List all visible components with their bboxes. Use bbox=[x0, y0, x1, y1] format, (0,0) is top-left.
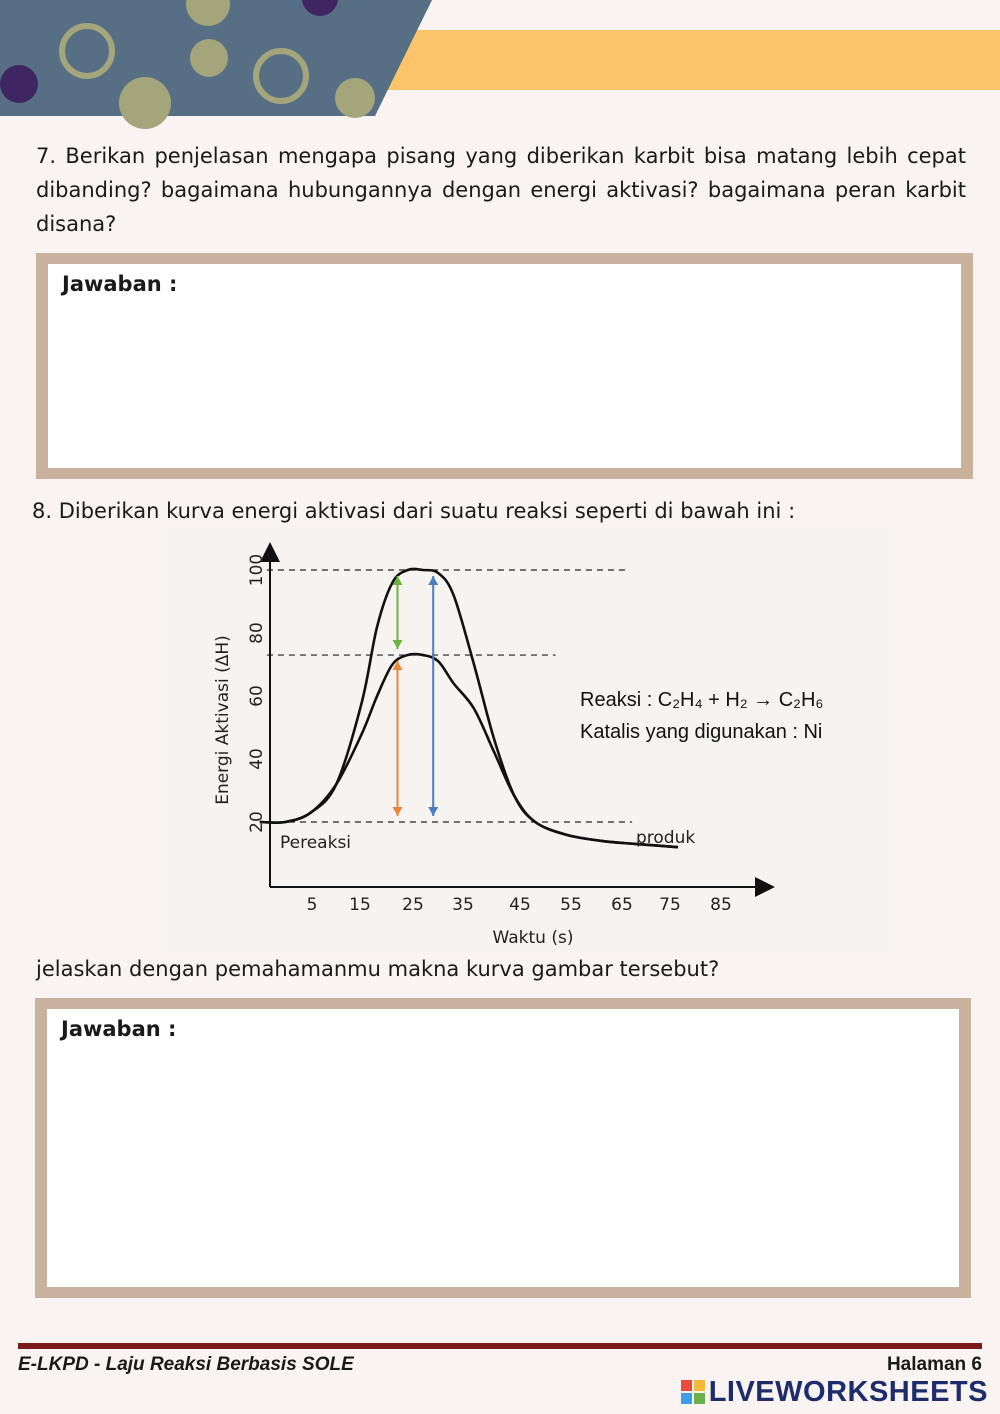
answer-field-8[interactable] bbox=[47, 1009, 959, 1287]
arrow-head-blue bbox=[428, 576, 438, 585]
x-tick-label: 45 bbox=[509, 895, 531, 915]
answer-field-7[interactable] bbox=[48, 264, 961, 468]
y-tick-label: 40 bbox=[247, 748, 267, 770]
page-number: Halaman 6 bbox=[886, 1354, 982, 1375]
liveworksheets-logo[interactable] bbox=[681, 1375, 988, 1409]
x-tick-label: 35 bbox=[452, 895, 474, 915]
x-tick-label: 25 bbox=[402, 895, 424, 915]
y-tick-label: 100 bbox=[247, 553, 267, 587]
circle-olive-dot bbox=[335, 78, 375, 118]
x-tick-label: 65 bbox=[611, 895, 633, 915]
x-tick-label: 15 bbox=[349, 895, 371, 915]
y-axis-title: Energi Aktivasi (ΔH) bbox=[213, 635, 233, 805]
answer-label-7: Jawaban : bbox=[62, 272, 178, 296]
header-yellow-bar bbox=[380, 30, 1000, 90]
answer-label-8: Jawaban : bbox=[61, 1017, 177, 1041]
arrow-head-blue bbox=[428, 807, 438, 816]
circle-purple-dot bbox=[0, 65, 38, 103]
x-axis-title: Waktu (s) bbox=[492, 928, 574, 948]
brand-text: LIVEWORKSHEETS bbox=[708, 1375, 988, 1408]
question-7: 7. Berikan penjelasan mengapa pisang yang diberikan karbit bisa matang lebih cepat dibanding? bagaimana hubungannya dengan energi aktivasi? bagaimana peran karbit disana? bbox=[36, 144, 966, 236]
catalyst-note: Katalis yang digunakan : Ni bbox=[580, 721, 823, 743]
answer-box-7 bbox=[36, 253, 973, 479]
product-label: produk bbox=[636, 828, 696, 848]
x-tick-label: 85 bbox=[710, 895, 732, 915]
footer-divider bbox=[18, 1343, 982, 1349]
y-tick-label: 60 bbox=[247, 685, 267, 707]
chart-svg bbox=[170, 530, 890, 950]
header-decoration bbox=[0, 0, 1000, 130]
y-tick-label: 20 bbox=[247, 811, 267, 833]
reaction-equation: Reaksi : C₂H₄ + H₂ → C₂H₆ bbox=[580, 689, 824, 711]
circle-olive-dot bbox=[119, 77, 171, 129]
x-tick-label: 75 bbox=[659, 895, 681, 915]
activation-energy-chart bbox=[170, 530, 890, 950]
energy-curve-catalyzed bbox=[260, 654, 678, 847]
circle-olive-dot bbox=[190, 39, 228, 77]
answer-box-8 bbox=[35, 998, 971, 1298]
reactant-label: Pereaksi bbox=[280, 833, 352, 853]
liveworksheets-grid-icon bbox=[681, 1380, 705, 1404]
question-8: 8. Diberikan kurva energi aktivasi dari suatu reaksi seperti di bawah ini : bbox=[32, 499, 796, 523]
arrow-head-green bbox=[393, 640, 403, 649]
question-8-follow-up: jelaskan dengan pemahamanmu makna kurva gambar tersebut? bbox=[36, 957, 720, 981]
arrow-head-orange bbox=[393, 807, 403, 816]
y-tick-label: 80 bbox=[247, 622, 267, 644]
x-tick-label: 55 bbox=[560, 895, 582, 915]
footer-title: E-LKPD - Laju Reaksi Berbasis SOLE bbox=[18, 1354, 354, 1375]
x-tick-label: 5 bbox=[306, 895, 318, 915]
